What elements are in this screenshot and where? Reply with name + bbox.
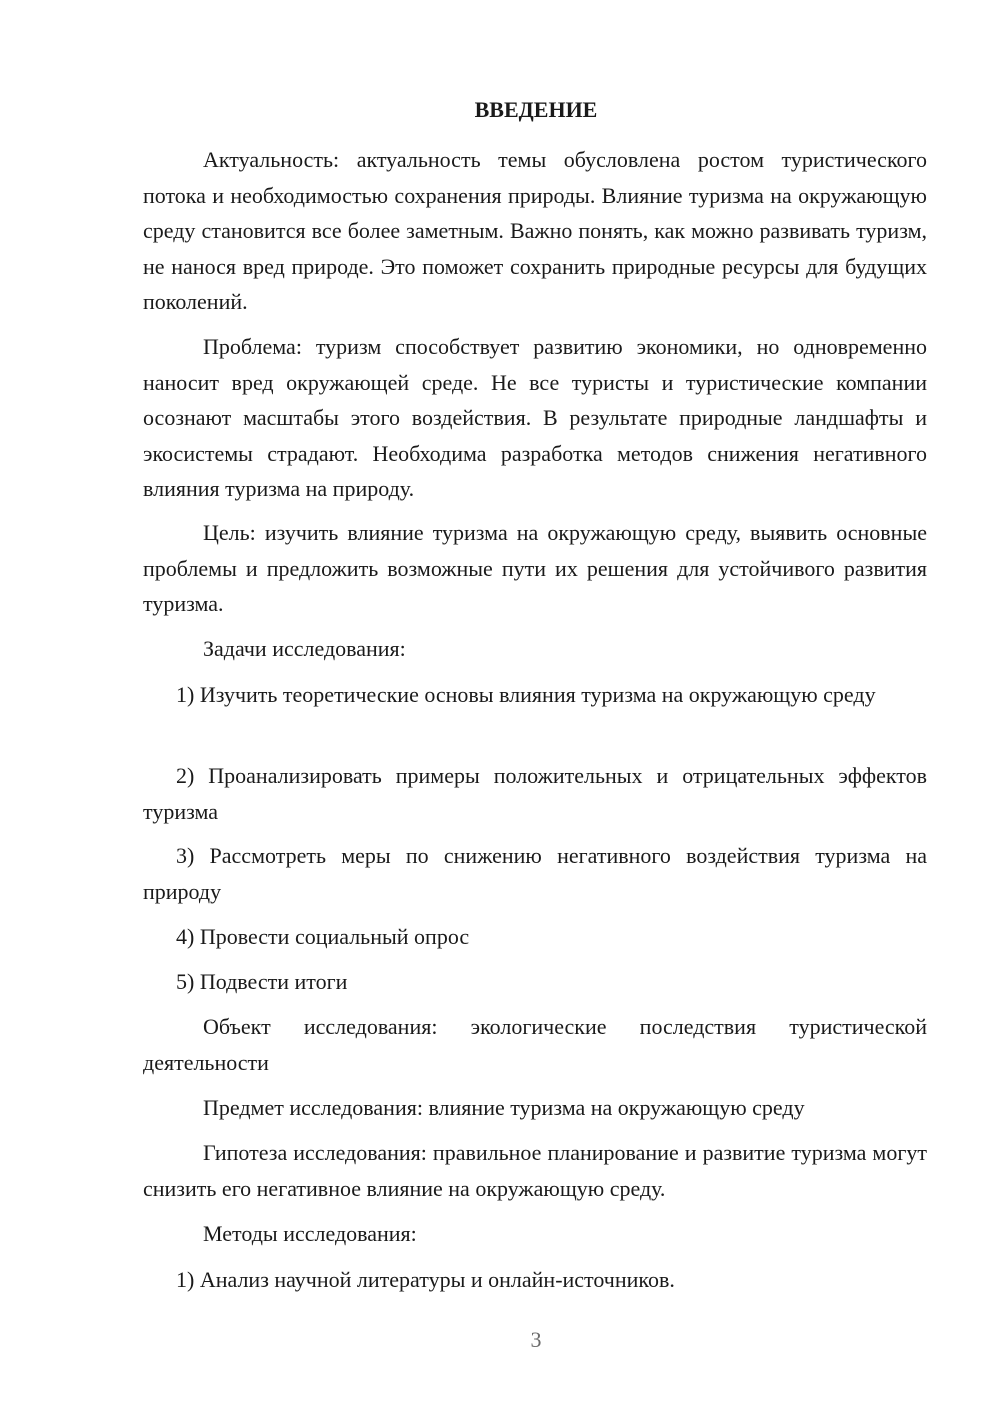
list-item: 5) Подвести итоги <box>176 969 348 994</box>
list-item: 1) Анализ научной литературы и онлайн-источников. <box>176 1267 675 1292</box>
list-item: 2) Проанализировать примеры положительных и отрицательных эффектов туризма <box>143 763 927 824</box>
page-title: ВВЕДЕНИЕ <box>474 97 598 122</box>
methods-heading: Методы исследования: <box>203 1221 417 1246</box>
task-item-1-block <box>143 677 927 713</box>
hypothesis-block <box>143 1135 927 1206</box>
list-item: 4) Провести социальный опрос <box>176 924 470 949</box>
task-item-5-block <box>143 964 927 1000</box>
method-item-1-block <box>143 1262 927 1298</box>
object-block <box>143 1009 927 1080</box>
relevance-paragraph <box>143 142 927 320</box>
task-item-4-block <box>143 919 927 955</box>
paragraph-relevance: Актуальность: актуальность темы обусловлена ростом туристического потока и необходимостью сохранения природы. Влияние туризма на окружающую среду становится все более заметным. Важно понять, как можно развивать туризм, не нанося вред природе. Это поможет сохранить природные ресурсы для будущих поколений. <box>143 147 927 314</box>
research-hypothesis: Гипотеза исследования: правильное планирование и развитие туризма могут снизить его негативное влияние на окружающую среду. <box>143 1140 927 1201</box>
task-item-3-block <box>143 838 927 909</box>
tasks-heading: Задачи исследования: <box>203 636 406 661</box>
list-item: 1) Изучить теоретические основы влияния туризма на окружающую среду <box>176 682 876 707</box>
paragraph-goal: Цель: изучить влияние туризма на окружающую среду, выявить основные проблемы и предложить возможные пути их решения для устойчивого развития туризма. <box>143 520 927 616</box>
research-object: Объект исследования: экологические последствия туристической деятельности <box>143 1014 927 1075</box>
paragraph-problem: Проблема: туризм способствует развитию экономики, но одновременно наносит вред окружающей среде. Не все туристы и туристические компании осознают масштабы этого воздействия. В результате природные ландшафты и экосистемы страдают. Необходима разработка методов снижения негативного влияния туризма на природу. <box>143 334 927 501</box>
subject-block <box>143 1090 927 1126</box>
methods-heading-block <box>143 1216 927 1252</box>
research-subject: Предмет исследования: влияние туризма на окружающую среду <box>203 1095 805 1120</box>
page-number: 3 <box>530 1327 542 1352</box>
goal-block <box>143 515 927 622</box>
task-item-2-block <box>143 758 927 829</box>
tasks-heading-block <box>143 631 927 667</box>
list-item: 3) Рассмотреть меры по снижению негативного воздействия туризма на природу <box>143 843 927 904</box>
problem-block <box>143 329 927 507</box>
